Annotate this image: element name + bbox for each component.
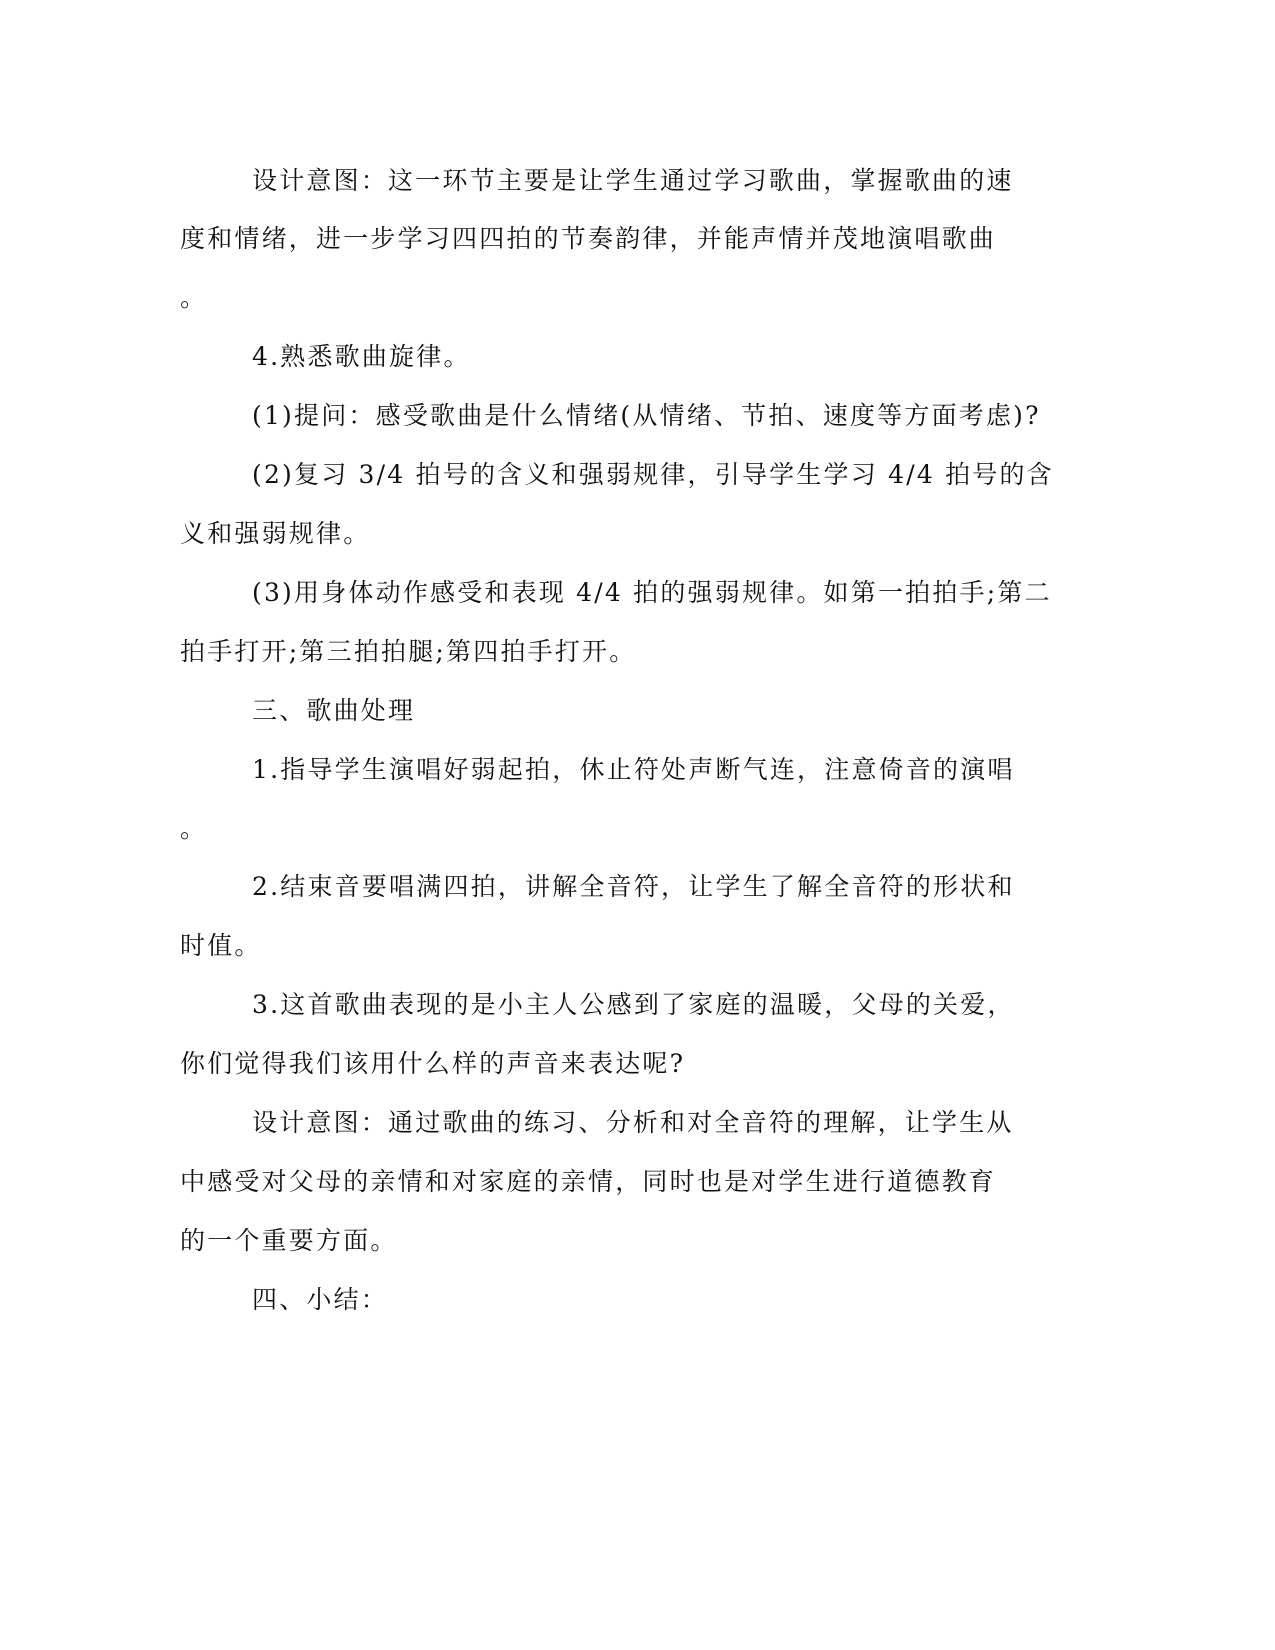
- paragraph-line: 的一个重要方面。: [180, 1226, 398, 1255]
- paragraph-line: 3.这首歌曲表现的是小主人公感到了家庭的温暖，父母的关爱，: [252, 990, 1015, 1019]
- paragraph-line: 2.结束音要唱满四拍，讲解全音符，让学生了解全音符的形状和: [252, 872, 1015, 901]
- paragraph-line: 中感受对父母的亲情和对家庭的亲情，同时也是对学生进行道德教育: [180, 1167, 997, 1196]
- paragraph-line: 拍手打开;第三拍拍腿;第四拍手打开。: [180, 637, 637, 666]
- paragraph-line: 设计意图：这一环节主要是让学生通过学习歌曲，掌握歌曲的速: [252, 166, 1014, 195]
- paragraph-line: 1.指导学生演唱好弱起拍，休止符处声断气连，注意倚音的演唱: [252, 755, 1015, 784]
- section-heading: 三、歌曲处理: [252, 696, 416, 725]
- paragraph-line: 设计意图：通过歌曲的练习、分析和对全音符的理解，让学生从: [252, 1108, 1014, 1137]
- paragraph-line: (1)提问：感受歌曲是什么情绪(从情绪、节拍、速度等方面考虑)?: [252, 401, 1041, 430]
- paragraph-line: 时值。: [180, 931, 262, 960]
- paragraph-line: 。: [180, 283, 208, 312]
- section-heading: 四、小结：: [252, 1285, 389, 1314]
- paragraph-line: 。: [180, 814, 208, 843]
- paragraph-line: (3)用身体动作感受和表现 4/4 拍的强弱规律。如第一拍拍手;第二: [252, 578, 1052, 607]
- paragraph-line: 度和情绪，进一步学习四四拍的节奏韵律，并能声情并茂地演唱歌曲: [180, 224, 997, 253]
- paragraph-line: (2)复习 3/4 拍号的含义和强弱规律，引导学生学习 4/4 拍号的含: [252, 460, 1054, 489]
- paragraph-line: 你们觉得我们该用什么样的声音来表达呢?: [180, 1049, 686, 1078]
- paragraph-line: 义和强弱规律。: [180, 519, 371, 548]
- paragraph-line: 4.熟悉歌曲旋律。: [252, 342, 471, 371]
